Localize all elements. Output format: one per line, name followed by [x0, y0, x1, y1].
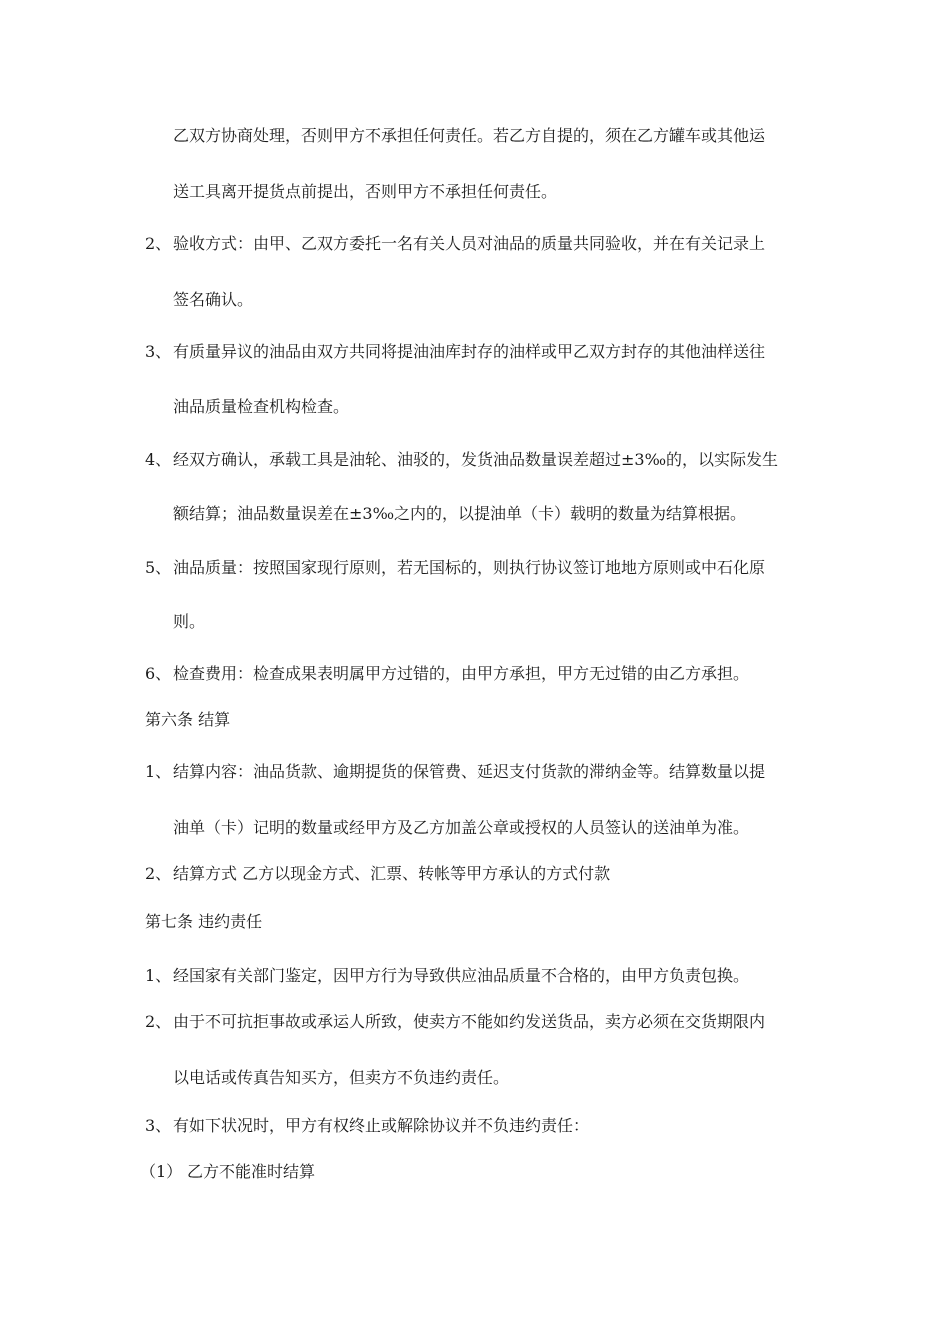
paragraph-line: 结算内容：油品货款、逾期提货的保管费、延迟支付货款的滞纳金等。结算数量以提	[173, 762, 766, 781]
paragraph-line: 经双方确认，承载工具是油轮、油驳的，发货油品数量误差超过±3‰的，以实际发生	[173, 450, 779, 469]
paragraph-line: 由于不可抗拒事故或承运人所致，使卖方不能如约发送货品，卖方必须在交货期限内	[173, 1012, 766, 1031]
paragraph-line: 则。	[173, 612, 206, 631]
list-number: （1）	[140, 1162, 183, 1181]
paragraph-line: 验收方式：由甲、乙双方委托一名有关人员对油品的质量共同验收，并在有关记录上	[173, 234, 766, 253]
section-heading: 第六条 结算	[145, 710, 231, 729]
list-number: 4、	[145, 450, 172, 469]
paragraph-line: 经国家有关部门鉴定，因甲方行为导致供应油品质量不合格的，由甲方负责包换。	[173, 966, 750, 985]
list-number: 5、	[145, 558, 172, 577]
paragraph-line: 以电话或传真告知买方，但卖方不负违约责任。	[173, 1068, 510, 1087]
paragraph-line: 额结算；油品数量误差在±3‰之内的，以提油单（卡）载明的数量为结算根据。	[173, 504, 747, 523]
paragraph-line: 有如下状况时，甲方有权终止或解除协议并不负违约责任：	[173, 1116, 590, 1135]
list-number: 1、	[145, 966, 172, 985]
paragraph-line: 结算方式 乙方以现金方式、汇票、转帐等甲方承认的方式付款	[173, 864, 611, 883]
list-number: 1、	[145, 762, 172, 781]
list-number: 6、	[145, 664, 172, 683]
paragraph-line: 有质量异议的油品由双方共同将提油油库封存的油样或甲乙双方封存的其他油样送往	[173, 342, 766, 361]
list-number: 2、	[145, 1012, 172, 1031]
paragraph-line: 油单（卡）记明的数量或经甲方及乙方加盖公章或授权的人员签认的送油单为准。	[173, 818, 750, 837]
list-number: 2、	[145, 234, 172, 253]
section-heading: 第七条 违约责任	[145, 912, 263, 931]
list-number: 2、	[145, 864, 172, 883]
paragraph-line: 送工具离开提货点前提出，否则甲方不承担任何责任。	[173, 182, 558, 201]
list-number: 3、	[145, 1116, 172, 1135]
paragraph-line: 油品质量：按照国家现行原则，若无国标的，则执行协议签订地地方原则或中石化原	[173, 558, 766, 577]
paragraph-line: 检查费用：检查成果表明属甲方过错的，由甲方承担，甲方无过错的由乙方承担。	[173, 664, 750, 683]
list-number: 3、	[145, 342, 172, 361]
paragraph-line: 乙方不能准时结算	[187, 1162, 316, 1181]
paragraph-line: 签名确认。	[173, 290, 254, 309]
paragraph-line: 油品质量检查机构检查。	[173, 397, 350, 416]
paragraph-line: 乙双方协商处理，否则甲方不承担任何责任。若乙方自提的，须在乙方罐车或其他运	[173, 126, 766, 145]
